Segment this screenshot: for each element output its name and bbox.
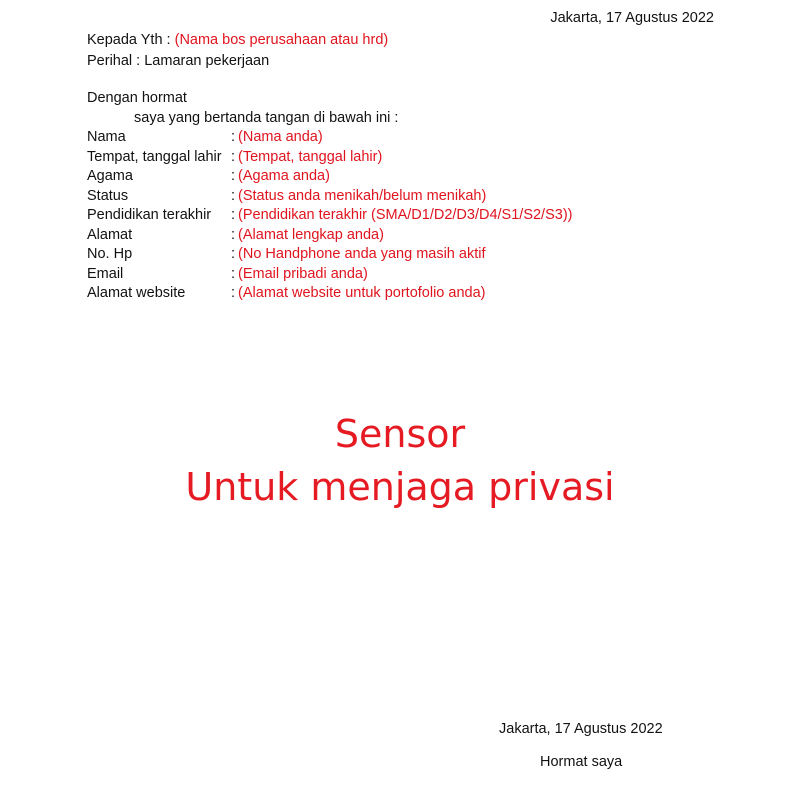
field-row xyxy=(87,226,572,246)
field-label: Nama xyxy=(87,129,126,145)
censor-line-1: Sensor xyxy=(334,412,466,456)
field-placeholder-value: (Pendidikan terakhir (SMA/D1/D2/D3/D4/S1/S2/S3)) xyxy=(238,207,573,223)
field-separator: : xyxy=(231,168,236,184)
censor-overlay-text xyxy=(0,408,800,514)
field-label: Status xyxy=(87,187,129,204)
field-row xyxy=(87,245,572,265)
field-label: Agama xyxy=(87,168,133,184)
field-row xyxy=(87,265,572,285)
field-row xyxy=(87,284,572,304)
letter-intro xyxy=(87,89,398,128)
field-label: Email xyxy=(87,265,124,282)
subject-label: Perihal : xyxy=(87,52,145,69)
field-row xyxy=(87,128,572,148)
field-label: Tempat, tanggal lahir xyxy=(87,148,222,165)
field-label: Alamat website xyxy=(87,285,186,301)
recipient-line xyxy=(87,31,388,52)
intro-line: saya yang bertanda tangan di bawah ini : xyxy=(134,109,399,126)
field-row xyxy=(87,206,572,226)
letter-header xyxy=(87,31,388,72)
field-label: Pendidikan terakhir xyxy=(87,207,212,223)
field-placeholder-value: (Alamat lengkap anda) xyxy=(238,226,384,243)
field-separator: : xyxy=(231,285,236,301)
field-placeholder-value: (No Handphone anda yang masih aktif xyxy=(238,246,486,262)
field-separator: : xyxy=(231,226,236,243)
greeting: Dengan hormat xyxy=(87,90,187,106)
subject-value: Lamaran pekerjaan xyxy=(144,52,270,69)
field-row xyxy=(87,167,572,187)
letter-date-bottom: Jakarta, 17 Agustus 2022 xyxy=(499,721,663,737)
field-placeholder-value: (Email pribadi anda) xyxy=(238,265,368,282)
field-row xyxy=(87,148,572,168)
field-label: No. Hp xyxy=(87,246,133,262)
personal-data-list xyxy=(87,128,572,304)
recipient-placeholder: (Nama bos perusahaan atau hrd) xyxy=(174,32,389,48)
field-placeholder-value: (Tempat, tanggal lahir) xyxy=(238,148,383,165)
field-separator: : xyxy=(231,207,236,223)
field-placeholder-value: (Nama anda) xyxy=(238,129,323,145)
closing-text: Hormat saya xyxy=(540,754,623,770)
recipient-label: Kepada Yth : xyxy=(87,32,175,48)
field-separator: : xyxy=(231,129,236,145)
field-separator: : xyxy=(231,148,236,165)
field-separator: : xyxy=(231,265,236,282)
field-label: Alamat xyxy=(87,226,133,243)
censor-line-2: Untuk menjaga privasi xyxy=(185,465,615,509)
field-row xyxy=(87,187,572,207)
field-placeholder-value: (Status anda menikah/belum menikah) xyxy=(238,187,487,204)
field-placeholder-value: (Alamat website untuk portofolio anda) xyxy=(238,285,486,301)
field-separator: : xyxy=(231,246,236,262)
subject-line xyxy=(87,52,388,73)
field-placeholder-value: (Agama anda) xyxy=(238,168,330,184)
letter-date-top: Jakarta, 17 Agustus 2022 xyxy=(550,10,714,26)
field-separator: : xyxy=(231,187,236,204)
